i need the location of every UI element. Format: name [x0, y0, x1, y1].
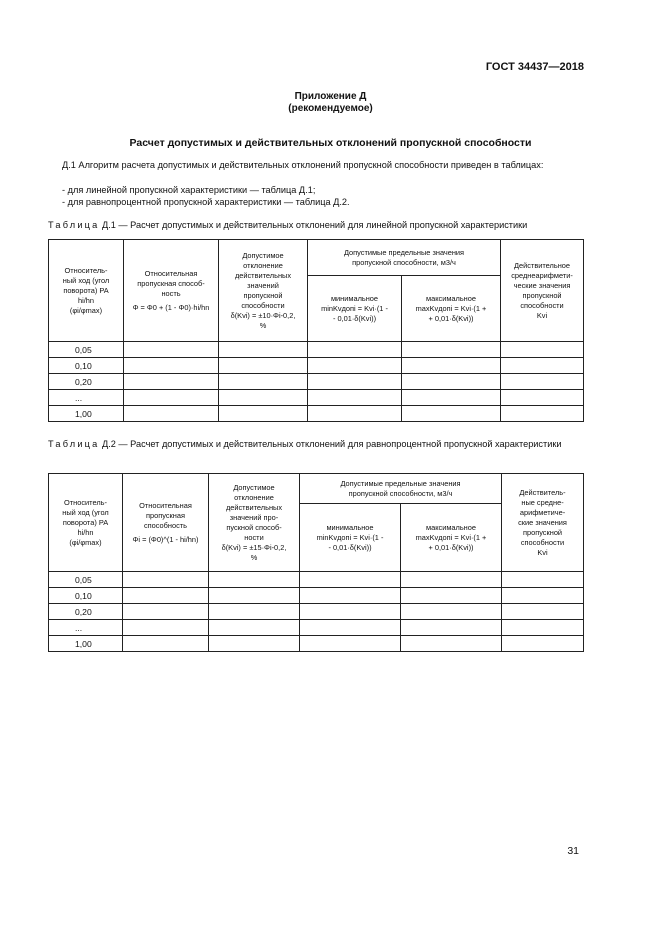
- table-d2: [48, 473, 584, 652]
- table2-caption-text: Д.2 — Расчет допустимых и действительных отклонений для равнопроцентной пропускной характеристики: [99, 439, 562, 449]
- table-row: [49, 358, 584, 374]
- table2-caption-prefix: Таблица: [48, 439, 100, 449]
- table-row: [49, 374, 584, 390]
- table2-row-value: 0,10: [49, 588, 123, 604]
- table2-caption: [48, 438, 583, 450]
- table1-row-value: ...: [49, 390, 124, 406]
- table2-col-max: максимальное maxKvдопi = Kvi·(1 + + 0,01·δ(Kvi)): [401, 504, 502, 572]
- table-d1: [48, 239, 584, 422]
- table-row: [49, 572, 584, 588]
- table-row: [49, 636, 584, 652]
- table1-row-value: 0,20: [49, 374, 124, 390]
- table2-row-value: 0,20: [49, 604, 123, 620]
- intro-item-1: - для линейной пропускной характеристики — таблица Д.1;: [62, 185, 316, 195]
- appendix-title: Приложение Д: [294, 91, 367, 102]
- intro-paragraph: Д.1 Алгоритм расчета допустимых и действительных отклонений пропускной способности приведен в таблицах:: [62, 160, 544, 170]
- table-row: [49, 588, 584, 604]
- section-title: Расчет допустимых и действительных отклонений пропускной способности: [129, 137, 532, 149]
- table1-row-value: 0,10: [49, 358, 124, 374]
- appendix-subtitle: (рекомендуемое): [288, 103, 373, 114]
- table2-col-min: минимальное minKvдопi = Kvi·(1 - - 0,01·δ(Kvi)): [300, 504, 401, 572]
- table2-row-value: 0,05: [49, 572, 123, 588]
- table1-caption-prefix: Таблица: [48, 220, 100, 230]
- table2-col-actual: Действитель- ные средне- арифметиче- ские значения пропускной способности Kvi: [502, 474, 584, 572]
- table-row: [49, 390, 584, 406]
- table1-col-actual: Действительное среднеарифмети- ческие значения пропускной способности Kvi: [501, 240, 584, 342]
- table1-caption-text: Д.1 — Расчет допустимых и действительных отклонений для линейной пропускной характеристики: [99, 220, 528, 230]
- table1-caption: [48, 219, 583, 231]
- table1-col-deviation: Допустимое отклонение действительных значений пропускной способности δ(Kvi) = ±10·Φi-0,2, %: [219, 240, 308, 342]
- table-row: [49, 342, 584, 358]
- table1-col-max: максимальное maxKvдопi = Kvi·(1 + + 0,01·δ(Kvi)): [402, 276, 501, 342]
- table1-col-rel-travel: Относитель- ный ход (угол поворота) PA hi/hn (φi/φmax): [49, 240, 124, 342]
- table2-col-rel-travel: Относитель- ный ход (угол поворота) PA hi/hn (φi/φmax): [49, 474, 123, 572]
- standard-number: ГОСТ 34437—2018: [485, 61, 584, 73]
- table2-row-value: 1,00: [49, 636, 123, 652]
- intro-item-2: - для равнопроцентной пропускной характеристики — таблица Д.2.: [62, 197, 350, 207]
- table1-row-value: 0,05: [49, 342, 124, 358]
- appendix-heading: [0, 91, 661, 115]
- table2-group-limits: Допустимые предельные значения пропускной способности, м3/ч: [300, 474, 502, 504]
- page-number: 31: [567, 845, 579, 857]
- table2-row-value: ...: [49, 620, 123, 636]
- table1-col-min: минимальное minKvдопi = Kvi·(1 - - 0,01·δ(Kvi)): [308, 276, 402, 342]
- table-row: [49, 620, 584, 636]
- table1-row-value: 1,00: [49, 406, 124, 422]
- table2-col-rel-capacity: Относительная пропускная способность Φi = (Φ0)^(1 - hi/hn): [123, 474, 209, 572]
- table2-col-deviation: Допустимое отклонение действительных значений про- пускной способ- ности δ(Kvi) = ±15·Φi-0,2, %: [209, 474, 300, 572]
- table-row: [49, 406, 584, 422]
- table1-group-limits: Допустимые предельные значения пропускной способности, м3/ч: [308, 240, 501, 276]
- table1-col-rel-capacity: Относительная пропускная способ- ность Φ = Φ0 + (1 - Φ0)·hi/hn: [124, 240, 219, 342]
- table-row: [49, 604, 584, 620]
